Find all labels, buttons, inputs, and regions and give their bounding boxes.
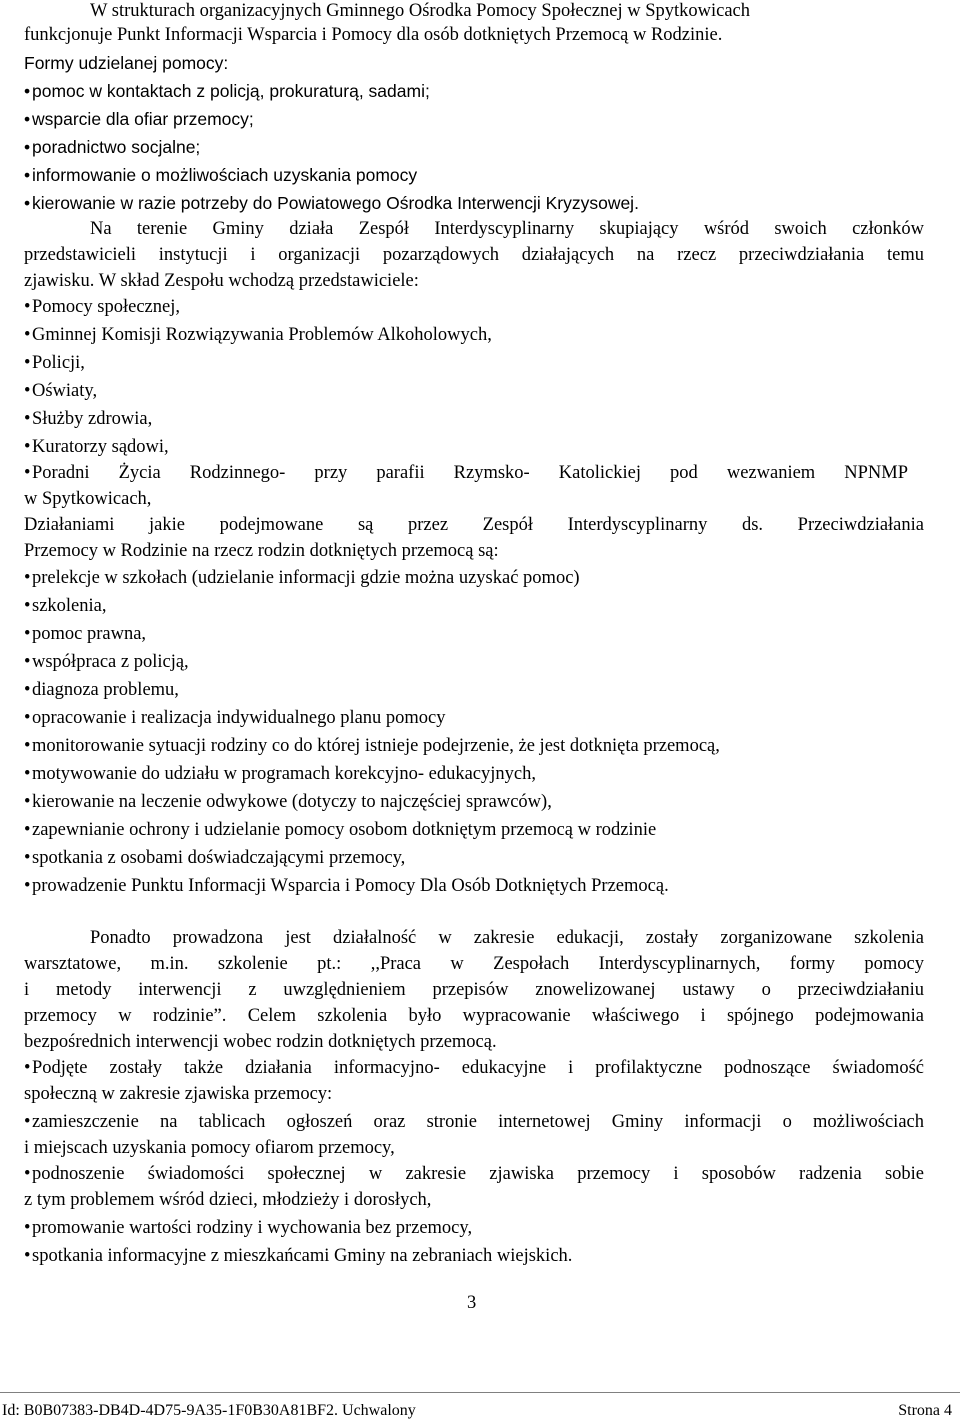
education-line-2: warsztatowe, m.in. szkolenie pt.: ,,Praca w Zespołach Interdyscyplinarnych, formy pomocy	[24, 954, 924, 974]
actions-intro-line-2: Przemocy w Rodzinie na rzecz rodzin dotkniętych przemocą są:	[24, 541, 499, 561]
page-number: 3	[467, 1293, 477, 1313]
action-item: • opracowanie i realizacja indywidualnego planu pomocy	[24, 707, 446, 729]
actions-intro-line-1: Działaniami jakie podejmowane są przez Zespół Interdyscyplinarny ds. Przeciwdziałania	[24, 515, 924, 535]
forms-item: • informowanie o możliwościach uzyskania pomocy	[24, 164, 417, 186]
footer-document-id: Id: B0B07383-DB4D-4D75-9A35-1F0B30A81BF2. Uchwalony	[2, 1402, 416, 1419]
awareness-item-1-line-1: • zamieszczenie na tablicach ogłoszeń oraz stronie internetowej Gminy informacji o możliwościach	[24, 1111, 924, 1133]
team-para-line-3	[24, 270, 419, 292]
action-item: • szkolenia,	[24, 595, 107, 617]
team-members-intro: W skład Zespołu wchodzą przedstawiciele:	[98, 271, 419, 291]
team-member-item: • Gminnej Komisji Rozwiązywania Problemów Alkoholowych,	[24, 324, 492, 346]
team-member-parish-line-1: • Poradni Życia Rodzinnego- przy parafii Rzymsko- Katolickiej pod wezwaniem NPNMP	[24, 462, 908, 484]
awareness-item-2-line-2: z tym problemem wśród dzieci, młodzieży i dorosłych,	[24, 1190, 432, 1210]
team-member-parish-line-2: w Spytkowicach,	[24, 489, 152, 509]
action-item: • monitorowanie sytuacji rodziny co do której istnieje podejrzenie, że jest dotknięta przemocą,	[24, 735, 720, 757]
team-member-item: • Oświaty,	[24, 380, 97, 402]
awareness-item-4: • spotkania informacyjne z mieszkańcami Gminy na zebraniach wiejskich.	[24, 1245, 572, 1267]
education-line-5: bezpośrednich interwencji wobec rodzin dotkniętych przemocą.	[24, 1032, 497, 1052]
awareness-line-2: społeczną w zakresie zjawiska przemocy:	[24, 1084, 333, 1104]
footer-divider	[0, 1392, 960, 1393]
forms-item: • poradnictwo socjalne;	[24, 136, 200, 158]
team-member-item: • Pomocy społecznej,	[24, 296, 180, 318]
footer-page-label: Strona 4	[898, 1402, 952, 1419]
action-item: • prelekcje w szkołach (udzielanie informacji gdzie można uzyskać pomoc)	[24, 567, 580, 589]
awareness-item-1-line-2: i miejscach uzyskania pomocy ofiarom przemocy,	[24, 1138, 395, 1158]
team-member-item: • Kuratorzy sądowi,	[24, 436, 169, 458]
team-para-end: zjawisku.	[24, 271, 95, 291]
action-item: • diagnoza problemu,	[24, 679, 179, 701]
action-item: • spotkania z osobami doświadczającymi przemocy,	[24, 847, 405, 869]
intro-line-2: funkcjonuje Punkt Informacji Wsparcia i Pomocy dla osób dotkniętych Przemocą w Rodzinie.	[24, 25, 723, 45]
education-line-3: i metody interwencji z uwzględnieniem przepisów znowelizowanej ustawy o przeciwdziałaniu	[24, 980, 924, 1000]
awareness-item-3: • promowanie wartości rodziny i wychowania bez przemocy,	[24, 1217, 472, 1239]
forms-item: • pomoc w kontaktach z policją, prokuraturą, sadami;	[24, 80, 430, 102]
awareness-item-2-line-1: • podnoszenie świadomości społecznej w zakresie zjawiska przemocy i sposobów radzenia sobie	[24, 1163, 924, 1185]
forms-item: • wsparcie dla ofiar przemocy;	[24, 108, 254, 130]
education-line-1: Ponadto prowadzona jest działalność w zakresie edukacji, zostały zorganizowane szkolenia	[90, 928, 924, 948]
team-member-item: • Policji,	[24, 352, 85, 374]
team-para-line-1: Na terenie Gminy działa Zespół Interdyscyplinarny skupiający wśród swoich członków	[90, 219, 924, 239]
action-item: • pomoc prawna,	[24, 623, 146, 645]
intro-line-1: W strukturach organizacyjnych Gminnego Ośrodka Pomocy Społecznej w Spytkowicach	[90, 1, 751, 21]
awareness-line-1: • Podjęte zostały także działania informacyjno- edukacyjne i profilaktyczne podnoszące świadomość	[24, 1057, 924, 1079]
education-line-4: przemocy w rodzinie”. Celem szkolenia było wypracowanie właściwego i spójnego podejmowania	[24, 1006, 924, 1026]
action-item: • motywowanie do udziału w programach korekcyjno- edukacyjnych,	[24, 763, 536, 785]
action-item: • współpraca z policją,	[24, 651, 189, 673]
forms-item: • kierowanie w razie potrzeby do Powiatowego Ośrodka Interwencji Kryzysowej.	[24, 192, 639, 214]
team-member-item: • Służby zdrowia,	[24, 408, 152, 430]
action-item: • prowadzenie Punktu Informacji Wsparcia i Pomocy Dla Osób Dotkniętych Przemocą.	[24, 875, 669, 897]
action-item: • kierowanie na leczenie odwykowe (dotyczy to najczęściej sprawców),	[24, 791, 552, 813]
action-item: • zapewnianie ochrony i udzielanie pomocy osobom dotkniętym przemocą w rodzinie	[24, 819, 656, 841]
forms-heading: Formy udzielanej pomocy:	[24, 53, 229, 73]
team-para-line-2: przedstawicieli instytucji i organizacji pozarządowych działających na rzecz przeciwdziałania temu	[24, 245, 924, 265]
